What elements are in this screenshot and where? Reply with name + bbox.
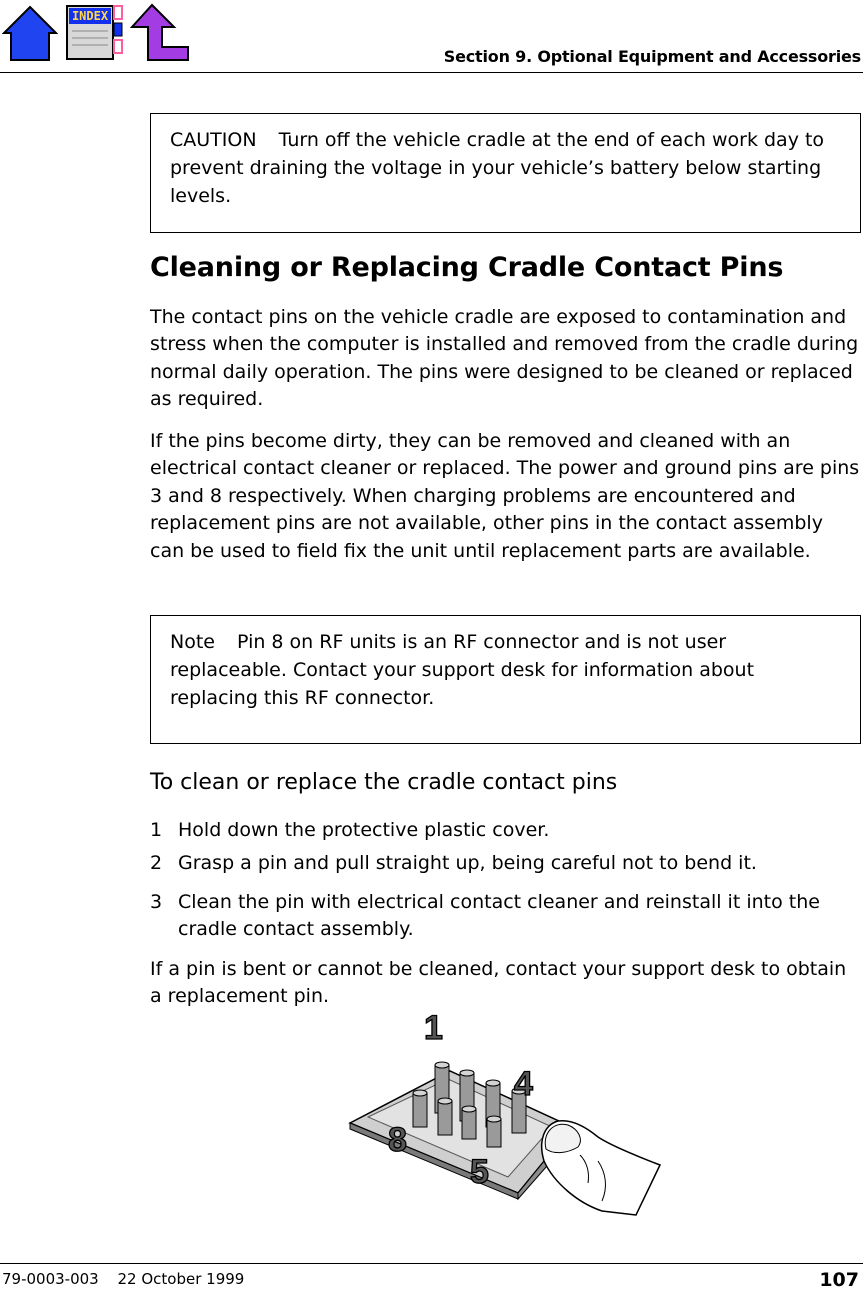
pin-label-1: 1 bbox=[424, 1009, 443, 1047]
step-text: Hold down the protective plastic cover. bbox=[178, 819, 550, 841]
body-paragraph: If the pins become dirty, they can be removed and cleaned with an electrical contact cleaner or replaced. The power and ground pins are pins 3 and 8 respectively. When charging problems are encountered and replacement pins are not available, other pins in the contact assembly can be used to field fix the unit until replacement parts are available. bbox=[150, 430, 860, 562]
document-number: 79-0003-003 bbox=[2, 1270, 99, 1288]
document-date: 22 October 1999 bbox=[117, 1270, 245, 1288]
contact-pin bbox=[438, 1098, 452, 1135]
note-label: Note bbox=[170, 631, 215, 653]
note-text: Pin 8 on RF units is an RF connector and is not user replaceable. Contact your support desk for information about replacing this RF connector. bbox=[170, 631, 755, 709]
cradle-pins-figure bbox=[340, 1005, 670, 1217]
caution-text: Turn off the vehicle cradle at the end of each work day to prevent draining the voltage in your vehicle’s battery below starting levels. bbox=[170, 129, 825, 207]
footer-divider bbox=[0, 1263, 863, 1264]
caution-box bbox=[150, 113, 861, 233]
pin-label-4: 4 bbox=[514, 1065, 533, 1103]
procedure-step bbox=[150, 817, 860, 844]
procedure-step bbox=[150, 889, 860, 944]
caution-label: CAUTION bbox=[170, 129, 257, 151]
body-paragraph: The contact pins on the vehicle cradle are exposed to contamination and stress when the computer is installed and removed from the cradle during normal daily operation. The pins were designed to be cleaned or replaced as required. bbox=[150, 306, 859, 411]
page-number: 107 bbox=[819, 1269, 859, 1291]
page-heading: Cleaning or Replacing Cradle Contact Pins bbox=[150, 252, 784, 283]
procedure-heading: To clean or replace the cradle contact pins bbox=[150, 770, 618, 795]
contact-pin bbox=[462, 1106, 476, 1139]
header-divider bbox=[0, 72, 863, 73]
footer-info bbox=[2, 1270, 244, 1288]
step-number: 2 bbox=[150, 852, 163, 874]
pin-label-5: 5 bbox=[470, 1153, 489, 1191]
home-icon[interactable] bbox=[2, 3, 58, 63]
thumb-illustration bbox=[542, 1121, 660, 1215]
contact-pin bbox=[487, 1116, 501, 1147]
closing-paragraph: If a pin is bent or cannot be cleaned, contact your support desk to obtain a replacement pin. bbox=[150, 958, 847, 1008]
note-box bbox=[150, 615, 861, 744]
pin-label-8: 8 bbox=[388, 1121, 407, 1159]
step-number: 1 bbox=[150, 819, 163, 841]
step-text: Grasp a pin and pull straight up, being careful not to bend it. bbox=[178, 852, 757, 874]
section-title: Section 9. Optional Equipment and Accessories bbox=[443, 47, 861, 66]
step-text: Clean the pin with electrical contact cleaner and reinstall it into the cradle contact assembly. bbox=[178, 891, 820, 941]
procedure-step bbox=[150, 850, 860, 877]
index-icon[interactable] bbox=[64, 3, 124, 63]
index-icon-label: INDEX bbox=[71, 9, 109, 23]
step-number: 3 bbox=[150, 891, 163, 913]
back-arrow-icon[interactable] bbox=[130, 3, 192, 63]
contact-pin bbox=[413, 1090, 427, 1127]
